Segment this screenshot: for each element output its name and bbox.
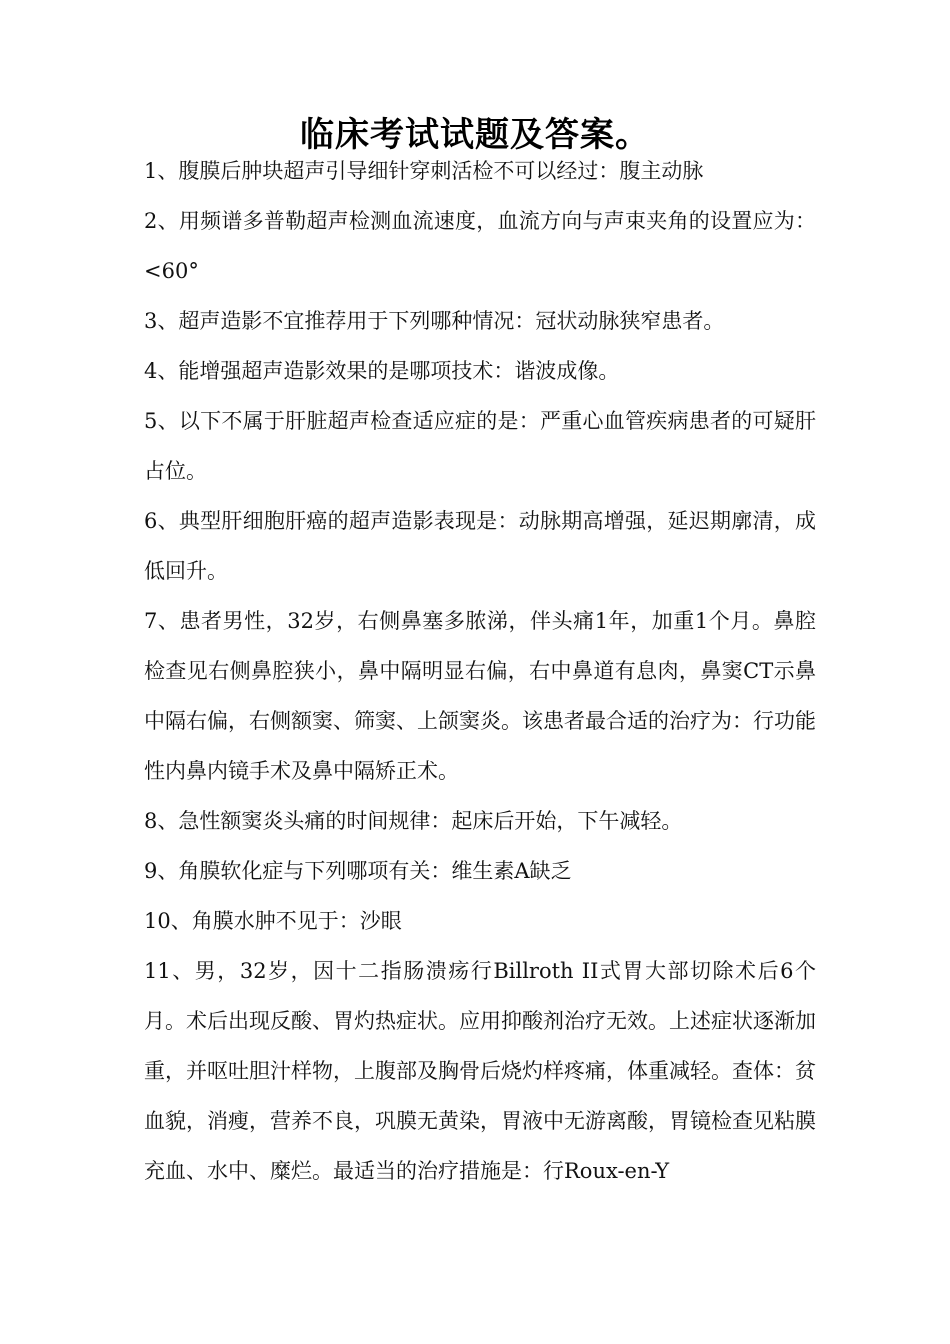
question-item-3: 3、超声造影不宜推荐用于下列哪种情况：冠状动脉狭窄患者。: [144, 309, 725, 333]
question-item-1: 1、腹膜后肿块超声引导细针穿刺活检不可以经过：腹主动脉: [144, 159, 704, 183]
question-item-8: 8、急性额窦炎头痛的时间规律：起床后开始，下午减轻。: [144, 809, 683, 833]
question-item-4: 4、能增强超声造影效果的是哪项技术：谐波成像。: [144, 359, 620, 383]
question-item-7: 7、患者男性，32岁，右侧鼻塞多脓涕，伴头痛1年，加重1个月。鼻腔检查见右侧鼻腔狭小，鼻中隔明显右偏，右中鼻道有息肉，鼻窦CT示鼻中隔右偏，右侧额窦、筛窦、上颌窦炎。该患者最合适的治疗为：行功能性内鼻内镜手术及鼻中隔矫正术。: [144, 609, 816, 783]
question-item-6: 6、典型肝细胞肝癌的超声造影表现是：动脉期高增强，延迟期廓清，成低回升。: [144, 509, 816, 583]
question-item-10: 10、角膜水肿不见于：沙眼: [144, 909, 402, 933]
document-title: 临床考试试题及答案。: [300, 114, 650, 155]
question-list: [144, 146, 816, 1196]
question-item-9: 9、角膜软化症与下列哪项有关：维生素A缺乏: [144, 859, 572, 883]
question-item-11: 11、男，32岁，因十二指肠溃疡行Billroth II式胃大部切除术后6个月。术后出现反酸、胃灼热症状。应用抑酸剂治疗无效。上述症状逐渐加重，并呕吐胆汁样物，上腹部及胸骨后烧灼样疼痛，体重减轻。查体：贫血貌，消瘦，营养不良，巩膜无黄染，胃液中无游离酸，胃镜检查见粘膜充血、水中、糜烂。最适当的治疗措施是：行Roux-en-Y: [144, 959, 816, 1183]
question-item-5: 5、以下不属于肝脏超声检查适应症的是：严重心血管疾病患者的可疑肝占位。: [144, 409, 816, 483]
question-item-2: 2、用频谱多普勒超声检测血流速度，血流方向与声束夹角的设置应为：<60°: [144, 209, 816, 283]
